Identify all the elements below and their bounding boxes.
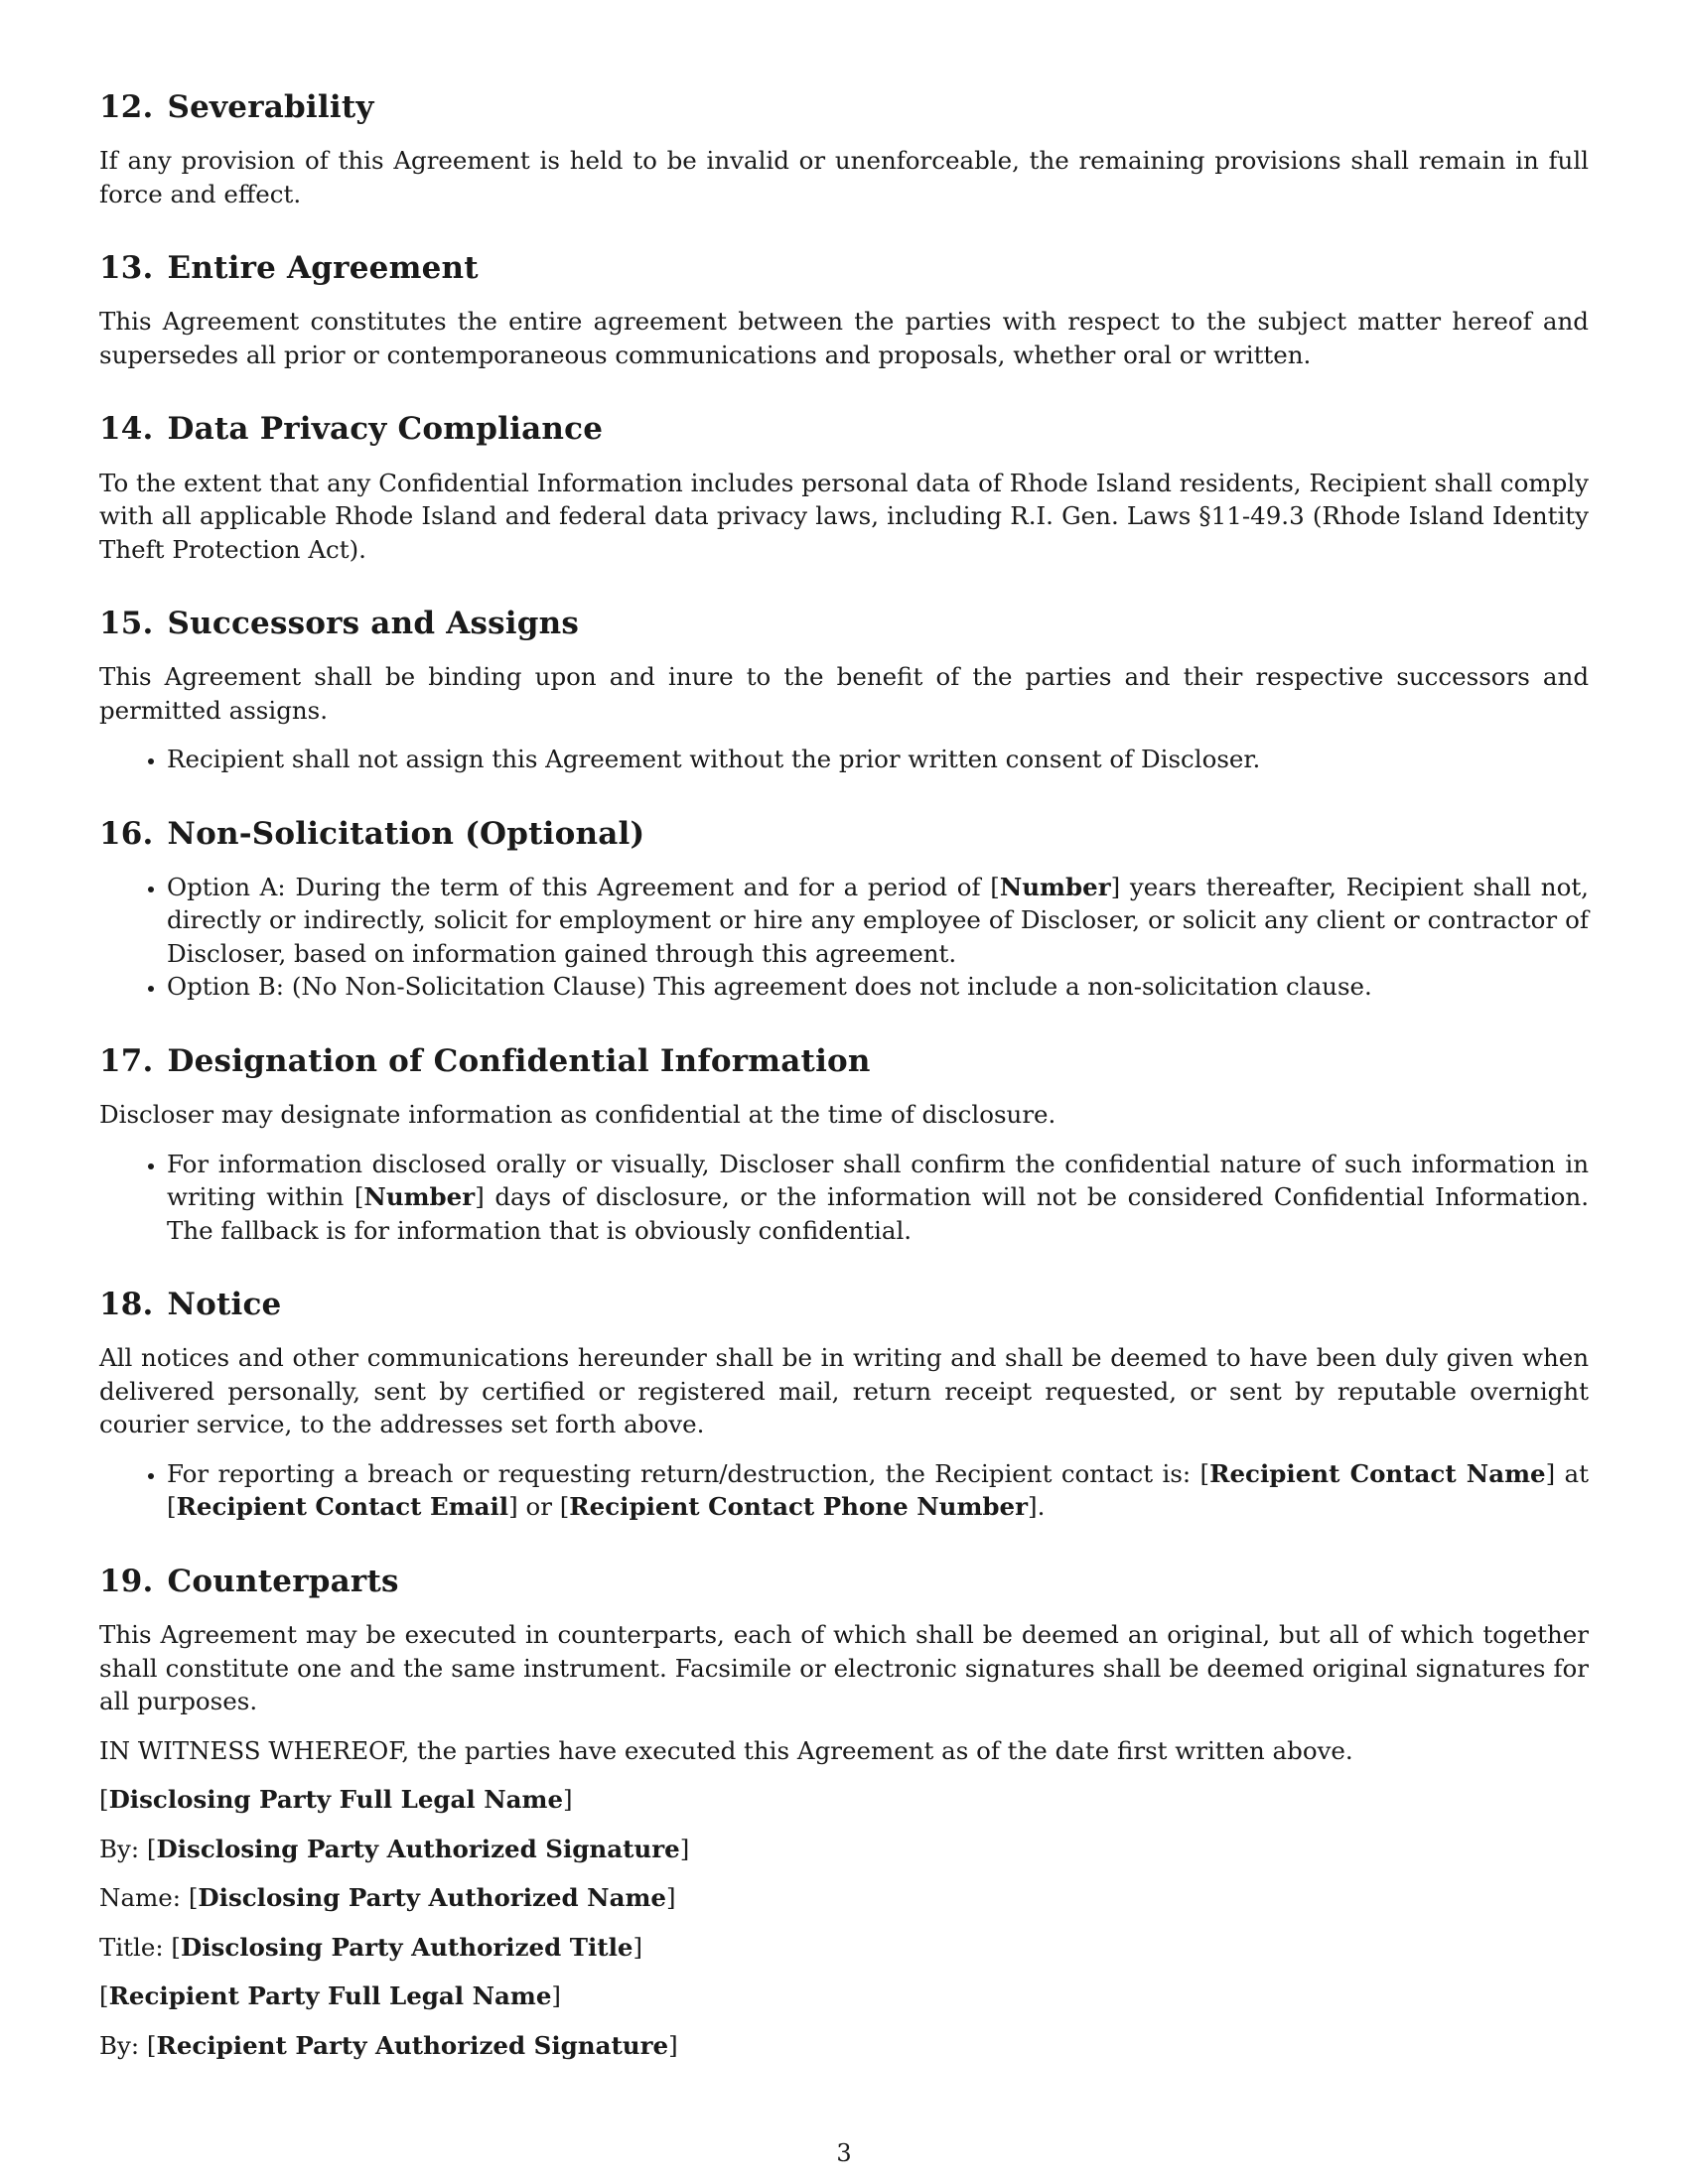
section-body: Discloser may designate information as confidential at the time of disclosure. [99,1100,1056,1130]
disclosing-party-name: [Disclosing Party Full Legal Name] [99,1785,573,1814]
section-heading: 17. Designation of Confidential Information [99,1042,871,1079]
recipient-signature-line: By: [Recipient Party Authorized Signature] [99,2030,678,2060]
section-body: This Agreement may be executed in counterparts, each of which shall be deemed an original, but all of which together shall constitute one and the same instrument. Facsimile or electronic signatures shall be deemed original signatures for all purposes. [99,1620,1589,1715]
list-item: • Recipient shall not assign this Agreement without the prior written consent of Discloser. [167,743,1589,776]
document-content [99,89,1589,2078]
bullet-list [99,871,1589,1004]
section-12 [99,89,1589,210]
section-heading: 18. Notice [99,1287,282,1323]
section-19 [99,1564,1589,1767]
bullet-list [99,743,1589,776]
signature-block [99,1783,1589,2062]
section-heading: 16. Non-Solicitation (Optional) [99,815,645,852]
witness-clause: IN WITNESS WHEREOF, the parties have executed this Agreement as of the date first written above. [99,1735,1353,1765]
section-heading: 12. Severability [99,89,374,125]
list-item: • Option A: During the term of this Agreement and for a period of [Number] years thereafter, Recipient shall not, directly or indirectly, solicit for employment or hire any employee of Discloser, or solicit any client or contractor of Discloser, based on information gained through this agreement. [167,871,1589,971]
disclosing-authorized-name-line: Name: [Disclosing Party Authorized Name] [99,1883,676,1912]
section-heading: 13. Entire Agreement [99,250,479,287]
bullet-list [99,1148,1589,1248]
section-18 [99,1287,1589,1524]
section-14 [99,411,1589,566]
section-13 [99,250,1589,371]
section-17 [99,1043,1589,1247]
bullet-list [99,1457,1589,1524]
list-item: • For information disclosed orally or visually, Discloser shall confirm the confidential nature of such information in writing within [Number] days of disclosure, or the information will not be considered Confidential Information. The fallback is for information that is obviously confidential. [167,1148,1589,1248]
page-number: 3 [836,2139,852,2167]
section-heading: 15. Successors and Assigns [99,606,580,642]
section-body: This Agreement shall be binding upon and inure to the benefit of the parties and their respective successors and permitted assigns. [99,662,1589,725]
section-heading: 19. Counterparts [99,1563,399,1599]
section-16 [99,816,1589,1004]
section-body: This Agreement constitutes the entire agreement between the parties with respect to the subject matter hereof and supersedes all prior or contemporaneous communications and proposals, whether oral or written. [99,307,1589,369]
list-item: • Option B: (No Non-Solicitation Clause) This agreement does not include a non-solicitation clause. [167,970,1589,1004]
list-item: • For reporting a breach or requesting return/destruction, the Recipient contact is: [Recipient Contact Name] at [Recipient Contact Email] or [Recipient Contact Phone Number]. [167,1457,1589,1524]
section-body: All notices and other communications hereunder shall be in writing and shall be deemed to have been duly given when delivered personally, sent by certified or registered mail, return receipt requested, or sent by reputable overnight courier service, to the addresses set forth above. [99,1343,1589,1439]
disclosing-signature-line: By: [Disclosing Party Authorized Signature] [99,1834,690,1863]
section-15 [99,606,1589,776]
recipient-party-name: [Recipient Party Full Legal Name] [99,1981,561,2010]
disclosing-title-line: Title: [Disclosing Party Authorized Title] [99,1932,643,1962]
section-heading: 14. Data Privacy Compliance [99,411,604,448]
section-body: To the extent that any Confidential Information includes personal data of Rhode Island residents, Recipient shall comply with all applicable Rhode Island and federal data privacy laws, including R.I. Gen. Laws §11-49.3 (Rhode Island Identity Theft Protection Act). [99,468,1589,564]
section-body: If any provision of this Agreement is held to be invalid or unenforceable, the remaining provisions shall remain in full force and effect. [99,146,1589,208]
